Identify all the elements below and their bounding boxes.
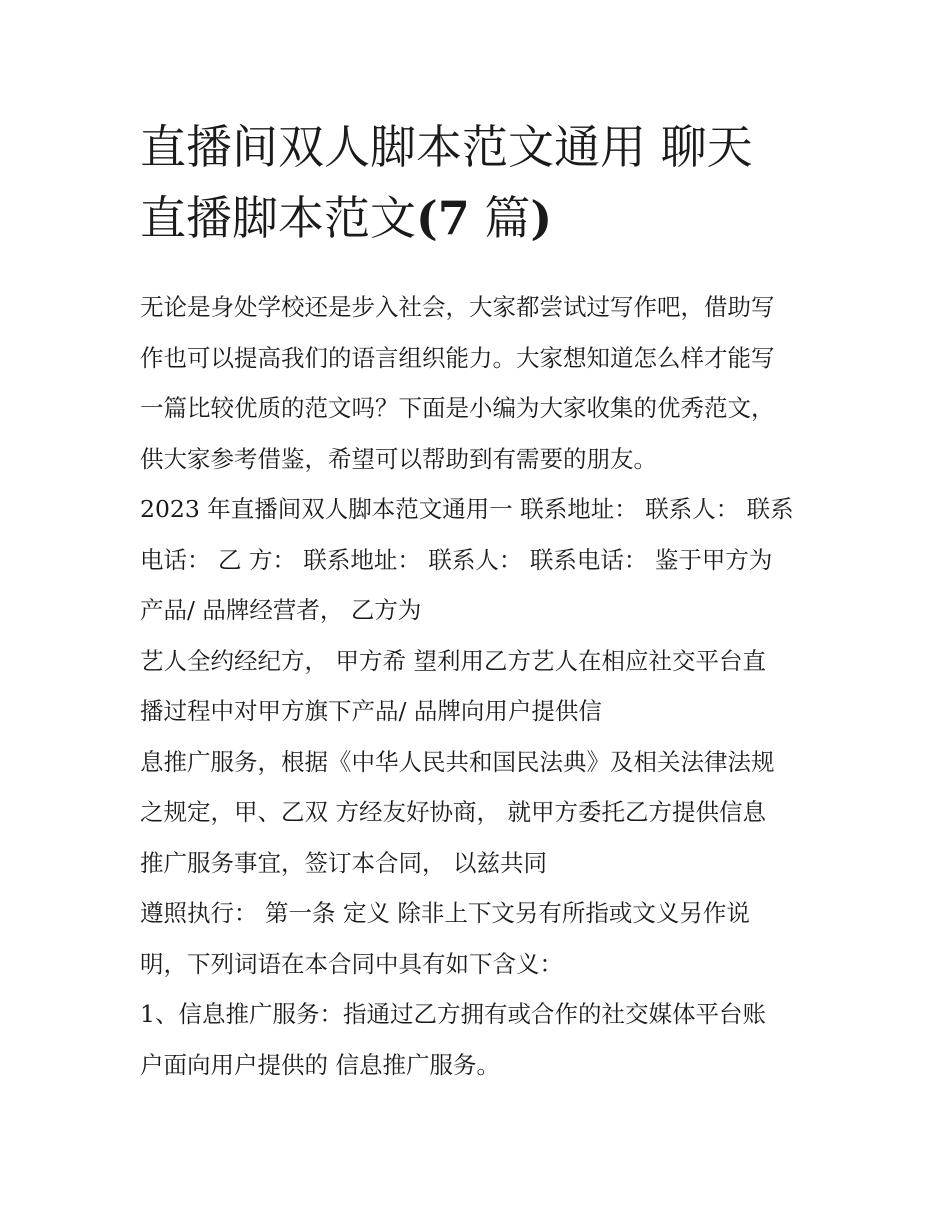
title-count-open: (7 bbox=[416, 191, 470, 245]
text-line: 户面向用户提供的 信息推广服务。 bbox=[140, 1050, 500, 1079]
text-line: 1、信息推广服务：指通过乙方拥有或合作的社交媒体平台账 bbox=[140, 1000, 766, 1028]
text-line: 艺人全约经纪方， 甲方希 望利用乙方艺人在相应社交平台直 bbox=[140, 646, 766, 675]
text-line: 一篇比较优质的范文吗？下面是小编为大家收集的优秀范文， bbox=[140, 394, 775, 422]
text-line: 播过程中对甲方旗下产品/ 品牌向用户提供信 bbox=[140, 697, 602, 725]
text-line: 遵照执行： 第一条 定义 除非上下文另有所指或文义另作说 bbox=[140, 899, 750, 927]
text-line: 之规定，甲、乙双 方经友好协商， 就甲方委托乙方提供信息 bbox=[140, 798, 766, 826]
text-line: 息推广服务，根据《中华人民共和国民法典》及相关法律法规 bbox=[140, 747, 775, 776]
text-line: 供大家参考借鉴，希望可以帮助到有需要的朋友。 bbox=[140, 444, 657, 473]
paragraph-intro bbox=[140, 282, 820, 484]
paragraph-article-one bbox=[140, 888, 820, 989]
paragraph-definition-one bbox=[140, 989, 820, 1090]
text-line: 无论是身处学校还是步入社会，大家都尝试过写作吧，借助写 bbox=[140, 293, 775, 321]
text-line: 作也可以提高我们的语言组织能力。大家想知道怎么样才能写 bbox=[140, 343, 775, 372]
text-line: 产品/ 品牌经营者， 乙方为 bbox=[140, 596, 422, 624]
title-text: 直播脚本范文 bbox=[140, 191, 416, 245]
text-line: 电话： 乙 方： 联系地址： 联系人： 联系电话： 鉴于甲方为 bbox=[140, 545, 773, 574]
title-line: 直播间双人脚本范文通用 聊天 bbox=[140, 120, 753, 174]
paragraph-purpose bbox=[140, 636, 820, 737]
paragraph-legal-basis bbox=[140, 737, 820, 889]
document-title bbox=[140, 112, 830, 254]
document-body bbox=[140, 282, 820, 1090]
title-line bbox=[140, 183, 830, 254]
text-line: 明，下列词语在本合同中具有如下含义： bbox=[140, 949, 563, 978]
title-count-close: ) bbox=[530, 191, 553, 245]
text-line: 2023 年直播间双人脚本范文通用一 联系地址： 联系人： 联系 bbox=[140, 495, 794, 523]
paragraph-parties bbox=[140, 484, 820, 636]
text-line: 推广服务事宜，签订本合同， 以兹共同 bbox=[140, 848, 547, 877]
title-count-unit: 篇 bbox=[469, 191, 531, 245]
